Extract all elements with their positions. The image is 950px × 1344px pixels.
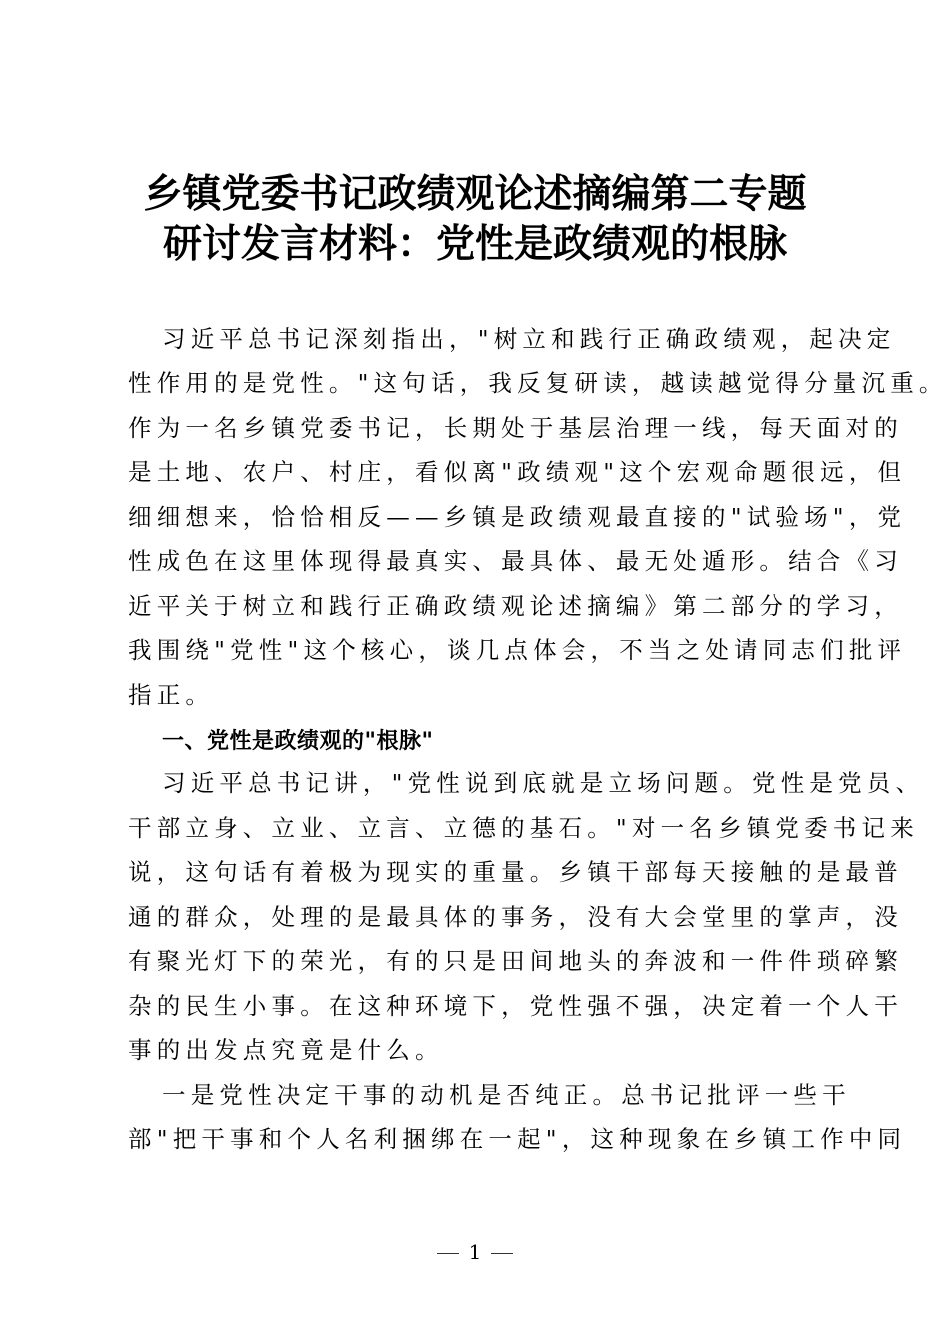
document-title-line-1: 乡镇党委书记政绩观论述摘编第二专题 — [143, 172, 807, 217]
paragraph-line: 部"把干事和个人名利捆绑在一起"，这种现象在乡镇工作中同 — [128, 1125, 907, 1153]
paragraph-line: 是土地、农户、村庄，看似离"政绩观"这个宏观命题很远，但 — [128, 458, 907, 486]
paragraph-line: 说，这句话有着极为现实的重量。乡镇干部每天接触的是最普 — [128, 858, 903, 886]
paragraph-line: 通的群众，处理的是最具体的事务，没有大会堂里的掌声，没 — [128, 903, 903, 931]
paragraph-line: 事的出发点究竟是什么。 — [128, 1036, 444, 1064]
paragraph-line: 细细想来，恰恰相反——乡镇是政绩观最直接的"试验场"，党 — [128, 503, 907, 531]
page-footer — [0, 1240, 950, 1264]
paragraph-line: 性成色在这里体现得最真实、最具体、最无处遁形。结合《习 — [128, 547, 903, 575]
paragraph-line: 性作用的是党性。"这句话，我反复研读，越读越觉得分量沉重。 — [128, 369, 948, 397]
paragraph-line: 习近平总书记深刻指出，"树立和践行正确政绩观，起决定 — [162, 325, 896, 353]
page-number: 1 — [468, 1240, 482, 1264]
paragraph-line: 我围绕"党性"这个核心，谈几点体会，不当之处请同志们批评 — [128, 636, 907, 664]
document-title-line-2: 研讨发言材料：党性是政绩观的根脉 — [162, 222, 787, 267]
paragraph-line: 习近平总书记讲，"党性说到底就是立场问题。党性是党员、 — [162, 769, 925, 797]
paragraph-line: 有聚光灯下的荣光，有的只是田间地头的奔波和一件件琐碎繁 — [128, 947, 903, 975]
paragraph-line: 近平关于树立和践行正确政绩观论述摘编》第二部分的学习， — [128, 592, 903, 620]
section-heading: 一、党性是政绩观的"根脉" — [162, 729, 434, 754]
paragraph-line: 干部立身、立业、立言、立德的基石。"对一名乡镇党委书记来 — [128, 814, 919, 842]
paragraph-line: 指正。 — [128, 681, 215, 709]
footer-dash-right — [491, 1253, 513, 1254]
paragraph-line: 杂的民生小事。在这种环境下，党性强不强，决定着一个人干 — [128, 992, 903, 1020]
footer-dash-left — [437, 1253, 459, 1254]
paragraph-line: 一是党性决定干事的动机是否纯正。总书记批评一些干 — [162, 1081, 851, 1109]
paragraph-line: 作为一名乡镇党委书记，长期处于基层治理一线，每天面对的 — [128, 414, 903, 442]
